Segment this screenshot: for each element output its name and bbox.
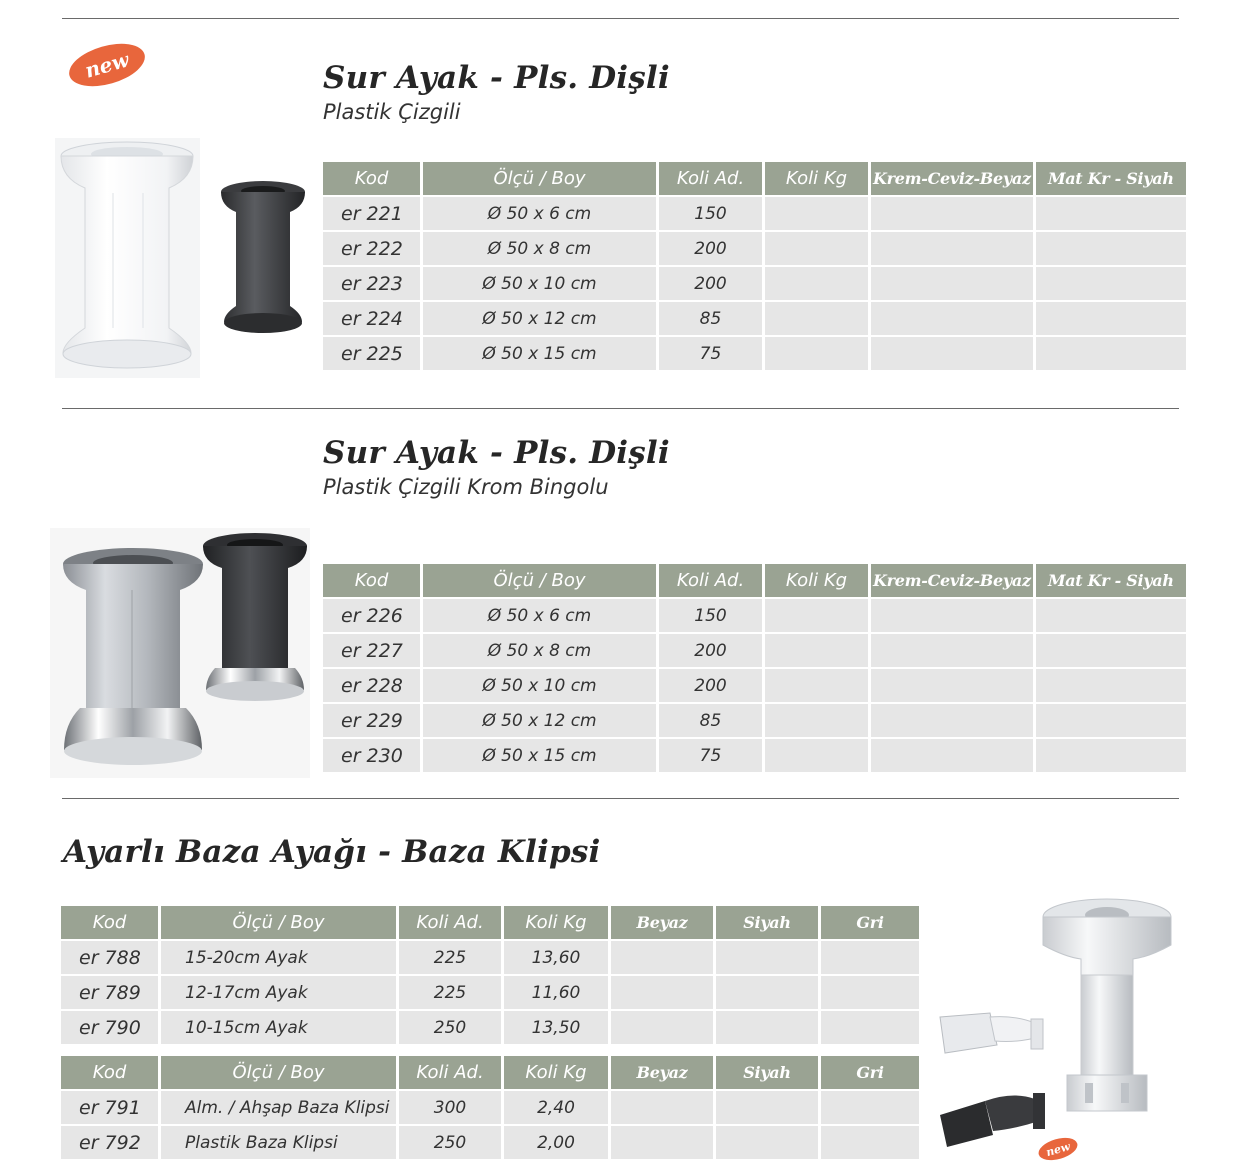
section-3-table-clips — [58, 1054, 922, 1161]
col-koli-ad: Koli Ad. — [659, 564, 762, 597]
cell-koli-ad: 225 — [399, 976, 501, 1009]
col-kod: Kod — [61, 1056, 158, 1089]
section-divider-2 — [62, 798, 1179, 799]
cell-krem — [871, 634, 1033, 667]
cell-kod: er 226 — [323, 599, 420, 632]
col-kod: Kod — [323, 162, 420, 195]
table-row — [61, 1126, 919, 1159]
cell-koli-ad: 150 — [659, 197, 762, 230]
section-1-table — [320, 160, 1189, 372]
col-koli-kg: Koli Kg — [504, 906, 608, 939]
cell-kod: er 790 — [61, 1011, 158, 1044]
cell-koli-kg — [765, 599, 868, 632]
cell-koli-kg — [765, 739, 868, 772]
col-krem-ceviz-beyaz: Krem-Ceviz-Beyaz — [871, 162, 1033, 195]
cell-koli-ad: 85 — [659, 302, 762, 335]
section-3-table-legs — [58, 904, 922, 1046]
cell-siyah — [716, 1091, 818, 1124]
cell-olcu: Ø 50 x 10 cm — [423, 267, 656, 300]
new-badge: new — [64, 36, 149, 94]
cell-beyaz — [611, 1011, 713, 1044]
table-row — [61, 941, 919, 974]
cell-koli-kg: 2,00 — [504, 1126, 608, 1159]
cell-koli-kg — [765, 634, 868, 667]
cell-olcu: Ø 50 x 15 cm — [423, 337, 656, 370]
table-header-row — [323, 162, 1186, 195]
cell-koli-ad: 250 — [399, 1126, 501, 1159]
cell-koli-kg — [765, 267, 868, 300]
col-olcu-boy: Ölçü / Boy — [161, 906, 396, 939]
cell-beyaz — [611, 1091, 713, 1124]
col-koli-ad: Koli Ad. — [399, 906, 501, 939]
cell-koli-ad: 300 — [399, 1091, 501, 1124]
cell-koli-kg: 2,40 — [504, 1091, 608, 1124]
table-row — [323, 739, 1186, 772]
cell-koli-kg — [765, 704, 868, 737]
table-row — [61, 1011, 919, 1044]
cell-mat — [1036, 302, 1186, 335]
product-photo-white-plastic-leg — [55, 138, 200, 378]
cell-krem — [871, 704, 1033, 737]
cell-siyah — [716, 1011, 818, 1044]
section-1-title: Sur Ayak - Pls. Dişli — [323, 60, 670, 96]
table-row — [323, 669, 1186, 702]
cell-koli-ad: 85 — [659, 704, 762, 737]
cell-kod: er 223 — [323, 267, 420, 300]
cell-olcu: Plastik Baza Klipsi — [161, 1126, 396, 1159]
cell-krem — [871, 337, 1033, 370]
cell-olcu: Ø 50 x 12 cm — [423, 704, 656, 737]
table-row — [323, 197, 1186, 230]
product-photo-black-plastic-leg — [218, 178, 308, 338]
cell-olcu: 12-17cm Ayak — [161, 976, 396, 1009]
table-row — [323, 337, 1186, 370]
cell-koli-kg — [765, 197, 868, 230]
cell-olcu: Ø 50 x 15 cm — [423, 739, 656, 772]
table-row — [323, 634, 1186, 667]
cell-koli-kg: 13,60 — [504, 941, 608, 974]
cell-kod: er 222 — [323, 232, 420, 265]
cell-mat — [1036, 704, 1186, 737]
col-siyah: Siyah — [716, 1056, 818, 1089]
section-3-title: Ayarlı Baza Ayağı - Baza Klipsi — [63, 834, 601, 870]
cell-krem — [871, 232, 1033, 265]
cell-beyaz — [611, 941, 713, 974]
cell-siyah — [716, 941, 818, 974]
cell-kod: er 225 — [323, 337, 420, 370]
col-gri: Gri — [821, 906, 919, 939]
cell-koli-ad: 200 — [659, 669, 762, 702]
cell-koli-ad: 200 — [659, 267, 762, 300]
col-kod: Kod — [323, 564, 420, 597]
table-row — [61, 1091, 919, 1124]
cell-koli-ad: 250 — [399, 1011, 501, 1044]
section-2-table — [320, 562, 1189, 774]
table-row — [323, 704, 1186, 737]
cell-krem — [871, 197, 1033, 230]
section-divider-1 — [62, 408, 1179, 409]
cell-koli-kg — [765, 669, 868, 702]
cell-kod: er 221 — [323, 197, 420, 230]
cell-kod: er 792 — [61, 1126, 158, 1159]
cell-olcu: Ø 50 x 6 cm — [423, 197, 656, 230]
cell-mat — [1036, 669, 1186, 702]
cell-koli-kg — [765, 232, 868, 265]
col-koli-kg: Koli Kg — [765, 564, 868, 597]
col-koli-kg: Koli Kg — [765, 162, 868, 195]
table-row — [61, 976, 919, 1009]
cell-kod: er 227 — [323, 634, 420, 667]
section-1-subtitle: Plastik Çizgili — [323, 100, 461, 124]
cell-kod: er 789 — [61, 976, 158, 1009]
cell-siyah — [716, 976, 818, 1009]
cell-krem — [871, 669, 1033, 702]
cell-mat — [1036, 232, 1186, 265]
cell-olcu: 15-20cm Ayak — [161, 941, 396, 974]
cell-mat — [1036, 739, 1186, 772]
cell-olcu: Alm. / Ahşap Baza Klipsi — [161, 1091, 396, 1124]
cell-kod: er 229 — [323, 704, 420, 737]
cell-krem — [871, 739, 1033, 772]
col-olcu-boy: Ölçü / Boy — [161, 1056, 396, 1089]
cell-kod: er 228 — [323, 669, 420, 702]
cell-koli-ad: 75 — [659, 337, 762, 370]
cell-olcu: Ø 50 x 8 cm — [423, 634, 656, 667]
cell-koli-kg — [765, 337, 868, 370]
cell-gri — [821, 1011, 919, 1044]
product-photo-chrome-base-leg — [50, 528, 310, 778]
section-2-title: Sur Ayak - Pls. Dişli — [323, 435, 670, 471]
product-photo-adjustable-leg-and-clips — [935, 895, 1185, 1165]
cell-koli-kg: 11,60 — [504, 976, 608, 1009]
cell-koli-kg — [765, 302, 868, 335]
cell-kod: er 791 — [61, 1091, 158, 1124]
cell-mat — [1036, 634, 1186, 667]
cell-olcu: Ø 50 x 8 cm — [423, 232, 656, 265]
cell-olcu: Ø 50 x 12 cm — [423, 302, 656, 335]
table-row — [323, 232, 1186, 265]
cell-mat — [1036, 599, 1186, 632]
cell-mat — [1036, 267, 1186, 300]
table-row — [323, 599, 1186, 632]
cell-beyaz — [611, 976, 713, 1009]
table-row — [323, 302, 1186, 335]
table-header-row — [323, 564, 1186, 597]
table-header-row — [61, 906, 919, 939]
cell-olcu: Ø 50 x 6 cm — [423, 599, 656, 632]
cell-mat — [1036, 197, 1186, 230]
cell-kod: er 224 — [323, 302, 420, 335]
cell-olcu: Ø 50 x 10 cm — [423, 669, 656, 702]
col-koli-ad: Koli Ad. — [399, 1056, 501, 1089]
col-beyaz: Beyaz — [611, 1056, 713, 1089]
col-mat-kr-siyah: Mat Kr - Siyah — [1036, 564, 1186, 597]
col-krem-ceviz-beyaz: Krem-Ceviz-Beyaz — [871, 564, 1033, 597]
cell-gri — [821, 941, 919, 974]
cell-gri — [821, 1091, 919, 1124]
col-koli-kg: Koli Kg — [504, 1056, 608, 1089]
cell-koli-ad: 200 — [659, 232, 762, 265]
table-header-row — [61, 1056, 919, 1089]
col-beyaz: Beyaz — [611, 906, 713, 939]
cell-koli-ad: 150 — [659, 599, 762, 632]
col-gri: Gri — [821, 1056, 919, 1089]
cell-koli-ad: 75 — [659, 739, 762, 772]
cell-koli-ad: 200 — [659, 634, 762, 667]
cell-gri — [821, 976, 919, 1009]
cell-krem — [871, 267, 1033, 300]
cell-siyah — [716, 1126, 818, 1159]
col-siyah: Siyah — [716, 906, 818, 939]
top-divider — [62, 18, 1179, 19]
cell-koli-ad: 225 — [399, 941, 501, 974]
col-olcu-boy: Ölçü / Boy — [423, 162, 656, 195]
cell-gri — [821, 1126, 919, 1159]
cell-mat — [1036, 337, 1186, 370]
col-koli-ad: Koli Ad. — [659, 162, 762, 195]
col-kod: Kod — [61, 906, 158, 939]
table-row — [323, 267, 1186, 300]
cell-kod: er 788 — [61, 941, 158, 974]
cell-olcu: 10-15cm Ayak — [161, 1011, 396, 1044]
col-olcu-boy: Ölçü / Boy — [423, 564, 656, 597]
cell-krem — [871, 302, 1033, 335]
cell-kod: er 230 — [323, 739, 420, 772]
cell-koli-kg: 13,50 — [504, 1011, 608, 1044]
cell-beyaz — [611, 1126, 713, 1159]
new-badge-small: new — [1036, 1134, 1080, 1164]
col-mat-kr-siyah: Mat Kr - Siyah — [1036, 162, 1186, 195]
cell-krem — [871, 599, 1033, 632]
section-2-subtitle: Plastik Çizgili Krom Bingolu — [323, 475, 609, 499]
